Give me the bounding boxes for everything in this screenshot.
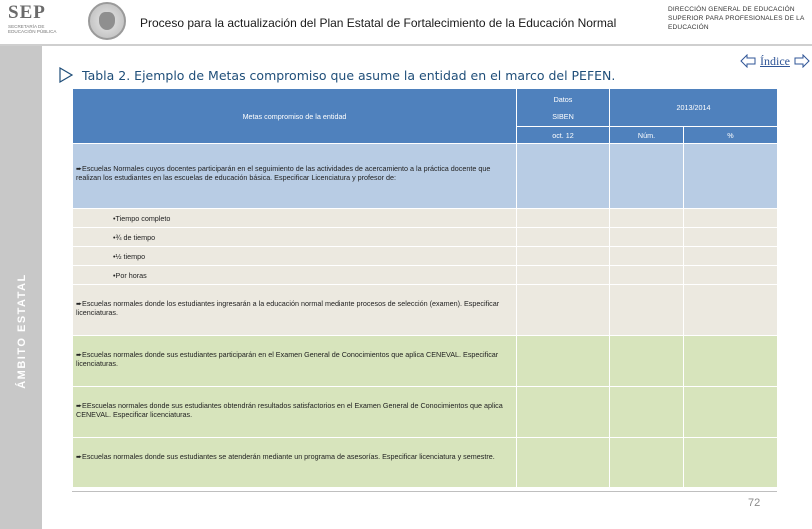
table-row <box>73 285 778 336</box>
goal-text: Por horas <box>115 271 147 280</box>
num-value-cell[interactable] <box>610 387 684 438</box>
goal-cell <box>73 228 517 247</box>
goal-text: Escuelas normales donde sus estudiantes participarán en el Examen General de Conocimientos que aplica CENEVAL. Especificar licenciaturas. <box>76 350 499 368</box>
goal-text: Escuelas normales donde sus estudiantes se atenderán mediante un programa de asesorías. Especificar licenciatura y semestre. <box>82 452 495 461</box>
sep-logo-subtitle: SECRETARÍA DE EDUCACIÓN PÚBLICA <box>8 24 57 35</box>
table-row <box>73 266 778 285</box>
num-value-cell[interactable] <box>610 438 684 488</box>
goal-text: Tiempo completo <box>115 214 171 223</box>
page-number: 72 <box>748 497 761 509</box>
header-row-top <box>73 89 778 127</box>
goals-header: Metas compromiso de la entidad <box>73 89 517 144</box>
num-value-cell[interactable] <box>610 144 684 209</box>
page-header <box>0 0 812 44</box>
table-row <box>73 228 778 247</box>
bullet-icon: ➨ <box>76 164 83 173</box>
datos-label: Datos <box>553 94 573 104</box>
pct-value-cell[interactable] <box>684 336 778 387</box>
goal-cell <box>73 438 517 488</box>
goal-cell <box>73 285 517 336</box>
goal-text: ¾ de tiempo <box>115 233 156 242</box>
goal-text: ½ tiempo <box>115 252 146 261</box>
bullet-icon: ➨ <box>76 350 83 359</box>
pct-value-cell[interactable] <box>684 144 778 209</box>
department-name: DIRECCIÓN GENERAL DE EDUCACIÓN SUPERIOR PARA PROFESIONALES DE LA EDUCACIÓN <box>668 6 805 31</box>
siben-value-cell[interactable] <box>517 285 610 336</box>
sep-logo <box>4 2 66 42</box>
index-link[interactable]: Índice <box>760 53 790 68</box>
siben-value-cell[interactable] <box>517 228 610 247</box>
header-divider <box>0 44 812 46</box>
left-arrow-icon[interactable] <box>740 54 756 68</box>
period-header: 2013/2014 <box>610 89 778 127</box>
national-shield-icon <box>88 2 126 40</box>
table-row <box>73 336 778 387</box>
pct-value-cell[interactable] <box>684 247 778 266</box>
num-value-cell[interactable] <box>610 266 684 285</box>
siben-value-cell[interactable] <box>517 387 610 438</box>
bullet-icon: ➨ <box>76 452 83 461</box>
oct-header: oct. 12 <box>517 127 610 144</box>
goal-text: EEscuelas normales donde sus estudiantes obtendrán resultados satisfactorios en el Examen General de Conocimientos que aplica CENEVAL. Especificar licenciaturas. <box>76 401 503 419</box>
pct-value-cell[interactable] <box>684 228 778 247</box>
pct-header: % <box>684 127 778 144</box>
table-title: Tabla 2. Ejemplo de Metas compromiso que asume la entidad en el marco del PEFEN. <box>82 67 616 83</box>
bullet-icon: ➨ <box>76 299 83 308</box>
pct-value-cell[interactable] <box>684 438 778 488</box>
num-value-cell[interactable] <box>610 228 684 247</box>
siben-value-cell[interactable] <box>517 144 610 209</box>
goal-cell <box>73 144 517 209</box>
pct-value-cell[interactable] <box>684 285 778 336</box>
goal-cell <box>73 336 517 387</box>
play-triangle-icon <box>58 67 74 83</box>
num-value-cell[interactable] <box>610 209 684 228</box>
index-navigation <box>740 52 810 70</box>
goal-text: Escuelas normales donde los estudiantes ingresarán a la educación normal mediante procesos de selección (examen). Especificar licenciaturas. <box>76 299 500 317</box>
siben-label: SIBEN <box>552 111 574 121</box>
table-row <box>73 438 778 488</box>
num-value-cell[interactable] <box>610 336 684 387</box>
goal-cell <box>73 247 517 266</box>
num-value-cell[interactable] <box>610 247 684 266</box>
pct-value-cell[interactable] <box>684 266 778 285</box>
num-header: Núm. <box>610 127 684 144</box>
side-band-label: ÁMBITO ESTATAL <box>16 273 28 389</box>
siben-value-cell[interactable] <box>517 438 610 488</box>
siben-value-cell[interactable] <box>517 266 610 285</box>
table-title-row <box>58 65 615 85</box>
side-band <box>0 46 42 529</box>
goal-text: Escuelas Normales cuyos docentes participarán en el seguimiento de las actividades de acercamiento a la práctica docente que realizan los estudiantes en las escuelas de educación básica. Especificar Licenciatura y profesor de: <box>76 164 491 182</box>
datos-header <box>517 89 610 127</box>
goal-cell <box>73 387 517 438</box>
siben-value-cell[interactable] <box>517 336 610 387</box>
pct-value-cell[interactable] <box>684 387 778 438</box>
sep-logo-text: SEP <box>8 2 46 23</box>
right-arrow-icon[interactable] <box>794 54 810 68</box>
goal-cell <box>73 209 517 228</box>
bullet-icon: ➨ <box>76 401 83 410</box>
goal-cell <box>73 266 517 285</box>
bullet-icon: • <box>113 252 116 261</box>
table-row <box>73 209 778 228</box>
siben-value-cell[interactable] <box>517 247 610 266</box>
num-value-cell[interactable] <box>610 285 684 336</box>
bullet-icon: • <box>113 233 116 242</box>
bullet-icon: • <box>113 214 116 223</box>
siben-value-cell[interactable] <box>517 209 610 228</box>
goals-table <box>72 88 778 488</box>
footer-divider <box>72 491 777 492</box>
table-body <box>73 144 778 488</box>
document-title: Proceso para la actualización del Plan Estatal de Fortalecimiento de la Educación Normal <box>140 16 617 30</box>
bullet-icon: • <box>113 271 116 280</box>
table-row <box>73 144 778 209</box>
table-row <box>73 247 778 266</box>
table-row <box>73 387 778 438</box>
pct-value-cell[interactable] <box>684 209 778 228</box>
